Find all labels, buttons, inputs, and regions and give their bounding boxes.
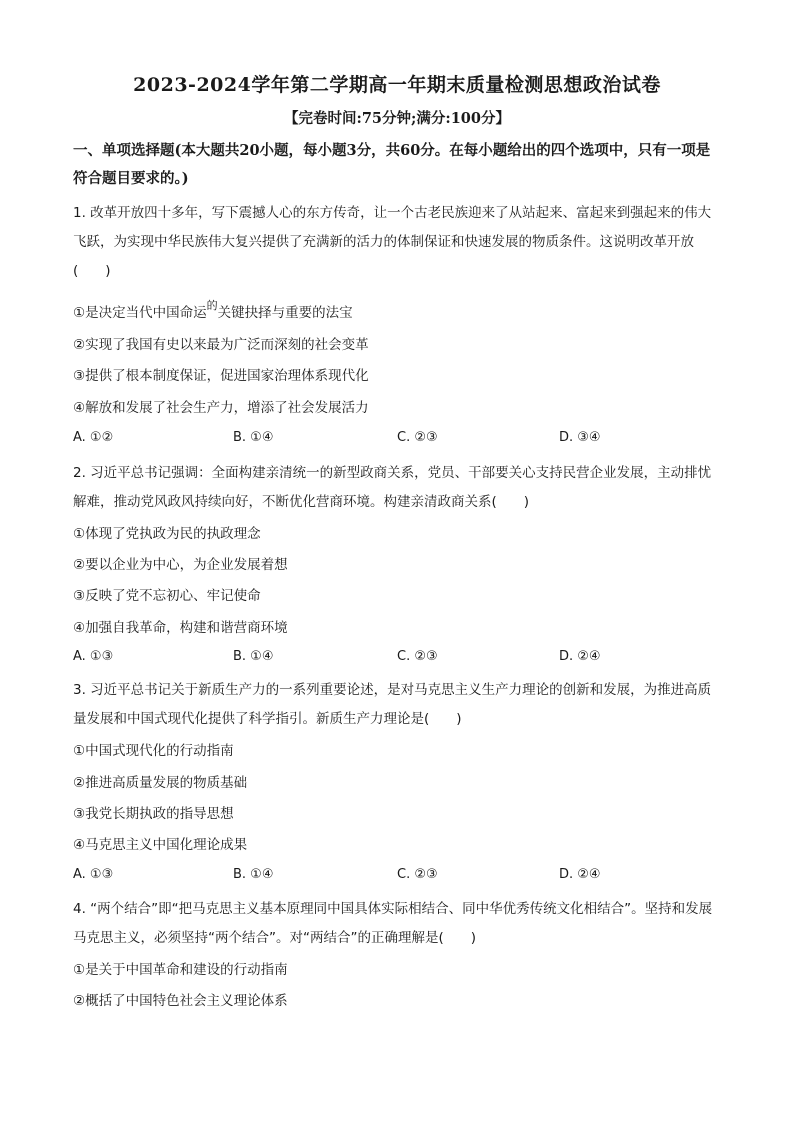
question-1-option-3: ③提供了根本制度保证，促进国家治理体系现代化	[73, 368, 369, 384]
question-3-stem: 3. 习近平总书记关于新质生产力的一系列重要论述，是对马克思主义生产力理论的创新和发展，为推进高质量发展和中国式现代化提供了科学指引。新质生产力理论是( )	[73, 682, 712, 727]
choice-a[interactable]: A. ①③	[73, 867, 114, 882]
question-2-option-2: ②要以企业为中心，为企业发展着想	[73, 557, 288, 573]
option-text: ①是决定当代中国命运	[73, 305, 207, 321]
choice-b[interactable]: B. ①④	[233, 430, 274, 445]
question-3-option-3: ③我党长期执政的指导思想	[73, 806, 234, 822]
choice-d[interactable]: D. ②④	[559, 649, 601, 664]
choice-d[interactable]: D. ③④	[559, 430, 601, 445]
page-title: 2023-2024学年第二学期高一年期末质量检测思想政治试卷	[133, 74, 661, 96]
question-1-option-1	[73, 299, 723, 324]
question-2-option-4: ④加强自我革命，构建和谐营商环境	[73, 620, 288, 636]
question-2-choices	[73, 649, 723, 669]
question-3-choices	[73, 867, 723, 887]
question-3-option-2: ②推进高质量发展的物质基础	[73, 775, 248, 791]
section-heading: 一、单项选择题(本大题共20小题，每小题3分，共60分。在每小题给出的四个选项中，只有一项是符合题目要求的。)	[73, 142, 711, 187]
choice-c[interactable]: C. ②③	[397, 430, 438, 445]
choice-c[interactable]: C. ②③	[397, 867, 438, 882]
question-2-stem: 2. 习近平总书记强调：全面构建亲清统一的新型政商关系，党员、干部要关心支持民营企业发展，主动排忧解难，推动党风政风持续向好，不断优化营商环境。构建亲清政商关系( )	[73, 465, 712, 510]
question-3-option-1: ①中国式现代化的行动指南	[73, 743, 234, 759]
question-4-stem: 4. “两个结合”即“把马克思主义基本原理同中国具体实际相结合、同中华优秀传统文化相结合”。坚持和发展马克思主义，必须坚持“两个结合”。对“两结合”的正确理解是( )	[73, 901, 713, 946]
question-1-option-2: ②实现了我国有史以来最为广泛而深刻的社会变革	[73, 337, 369, 353]
question-4-option-2: ②概括了中国特色社会主义理论体系	[73, 993, 288, 1009]
question-2-option-1: ①体现了党执政为民的执政理念	[73, 526, 261, 542]
choice-d[interactable]: D. ②④	[559, 867, 601, 882]
question-3-option-4: ④马克思主义中国化理论成果	[73, 837, 248, 853]
choice-a[interactable]: A. ①②	[73, 430, 114, 445]
choice-c[interactable]: C. ②③	[397, 649, 438, 664]
question-2-option-3: ③反映了党不忘初心、牢记使命	[73, 588, 261, 604]
option-superscript: 的	[206, 299, 218, 312]
choice-b[interactable]: B. ①④	[233, 867, 274, 882]
exam-time-info: 【完卷时间:75分钟;满分:100分】	[283, 110, 510, 127]
question-4-option-1: ①是关于中国革命和建设的行动指南	[73, 962, 288, 978]
question-1-option-4: ④解放和发展了社会生产力，增添了社会发展活力	[73, 400, 369, 416]
choice-a[interactable]: A. ①③	[73, 649, 114, 664]
question-1-choices	[73, 430, 723, 450]
option-text-rest: 关键抉择与重要的法宝	[217, 305, 353, 321]
choice-b[interactable]: B. ①④	[233, 649, 274, 664]
question-1-stem: 1. 改革开放四十多年，写下震撼人心的东方传奇，让一个古老民族迎来了从站起来、富起来到强起来的伟大飞跃，为实现中华民族伟大复兴提供了充满新的活力的体制保证和快速发展的物质条件。这说明改革开放( )	[73, 205, 712, 279]
